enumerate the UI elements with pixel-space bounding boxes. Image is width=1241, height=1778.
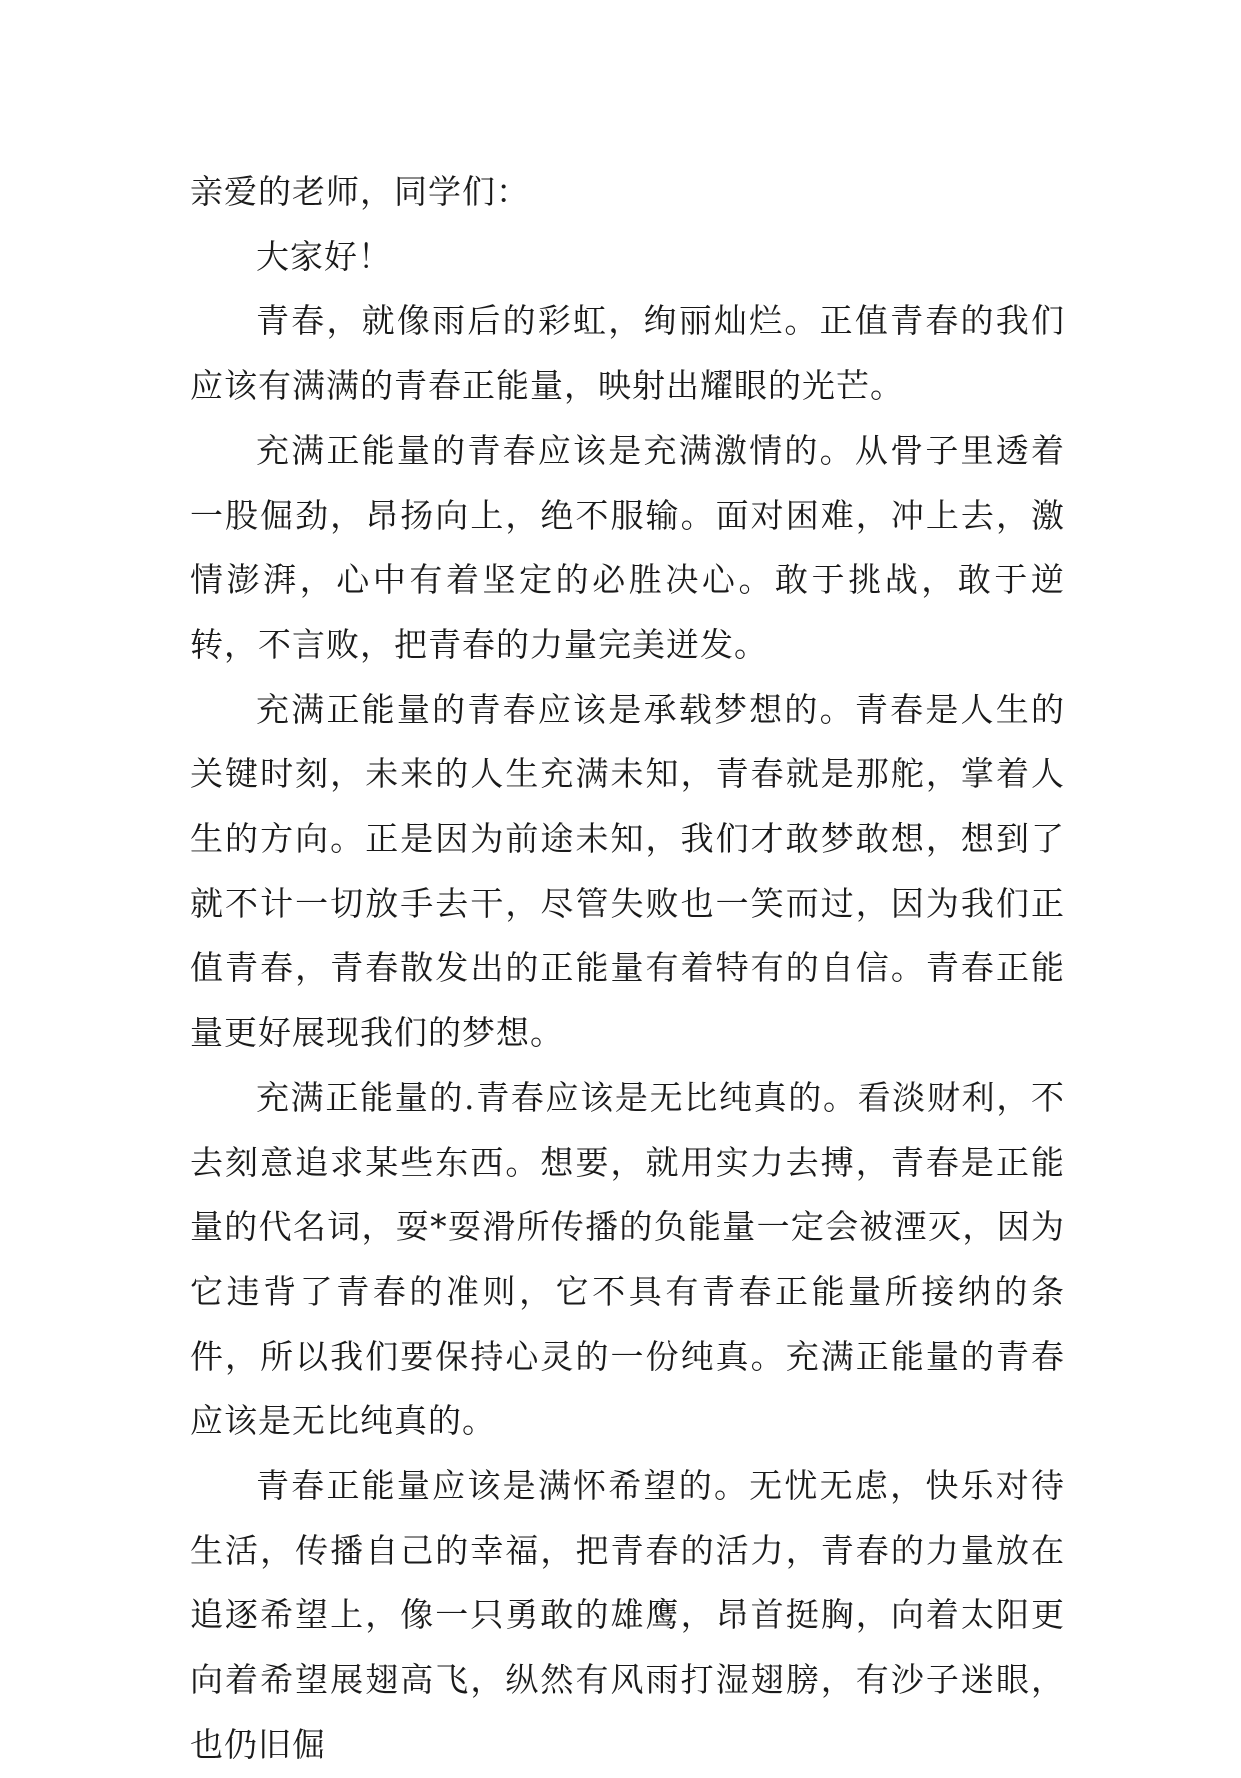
salutation: 亲爱的老师，同学们： bbox=[190, 172, 530, 211]
purity-paragraph: 充满正能量的.青春应该是无比纯真的。看淡财利，不去刻意追求某些东西。想要，就用实力去搏，青春是正能量的代名词，耍*耍滑所传播的负能量一定会被湮灭，因为它违背了青春的准则，它不具有青春正能量所接纳的条件，所以我们要保持心灵的一份纯真。充满正能量的青春应该是无比纯真的。 bbox=[190, 1077, 1065, 1441]
intro-paragraph: 青春，就像雨后的彩虹，绚丽灿烂。正值青春的我们应该有满满的青春正能量，映射出耀眼的光芒。 bbox=[190, 301, 1065, 406]
passion-paragraph: 充满正能量的青春应该是充满激情的。从骨子里透着一股倔劲，昂扬向上，绝不服输。面对困难，冲上去，激情澎湃，心中有着坚定的必胜决心。敢于挑战，敢于逆转，不言败，把青春的力量完美迸发。 bbox=[190, 430, 1065, 664]
document-body bbox=[190, 160, 1065, 1778]
dream-paragraph: 充满正能量的青春应该是承载梦想的。青春是人生的关键时刻，未来的人生充满未知，青春就是那舵，掌着人生的方向。正是因为前途未知，我们才敢梦敢想，想到了就不计一切放手去干，尽管失败也一笑而过，因为我们正值青春，青春散发出的正能量有着特有的自信。青春正能量更好展现我们的梦想。 bbox=[190, 689, 1065, 1053]
greeting-paragraph: 大家好！ bbox=[256, 236, 392, 276]
hope-paragraph: 青春正能量应该是满怀希望的。无忧无虑，快乐对待生活，传播自己的幸福，把青春的活力，青春的力量放在追逐希望上，像一只勇敢的雄鹰，昂首挺胸，向着太阳更向着希望展翅高飞，纵然有风雨打湿翅膀，有沙子迷眼，也仍旧倔 bbox=[190, 1466, 1065, 1764]
